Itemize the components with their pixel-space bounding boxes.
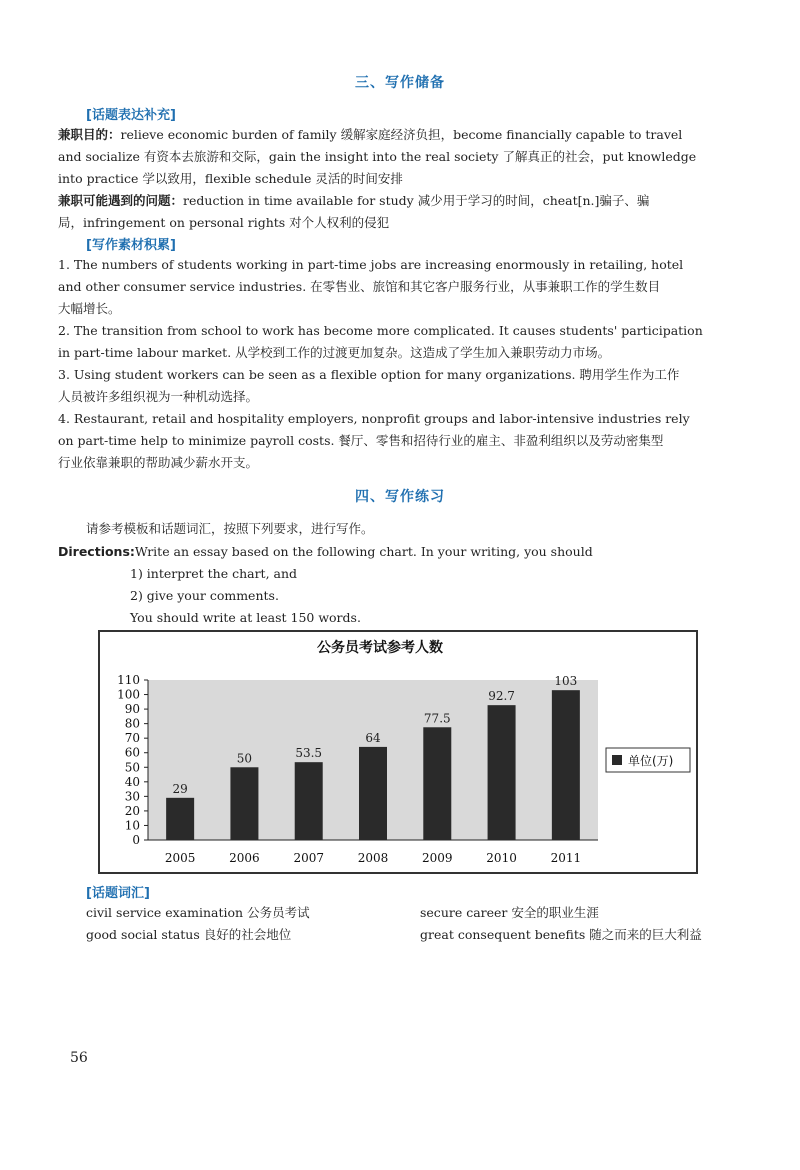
material-line: 行业依靠兼职的帮助减少薪水开支。 [58, 455, 259, 470]
x-tick-label: 2007 [293, 851, 324, 865]
y-tick-label: 70 [124, 731, 140, 746]
x-tick-label: 2005 [164, 851, 196, 865]
vocab-item: great consequent benefits 随之而来的巨大利益 [420, 927, 702, 942]
bar-value-label: 103 [554, 674, 578, 689]
y-tick-label: 50 [124, 760, 140, 775]
x-tick-label: 2006 [229, 851, 260, 865]
problems-line-2: 局，infringement on personal rights 对个人权利的侵犯 [58, 215, 390, 230]
directions-label: Directions: [58, 544, 135, 559]
y-tick-label: 90 [124, 702, 140, 717]
material-line: 4. Restaurant, retail and hospitality employers, nonprofit groups and labor-intensive industries rely [58, 411, 690, 426]
tag-topic-expression: [话题表达补充] [86, 108, 176, 123]
x-tick-label: 2009 [422, 851, 453, 865]
y-tick-label: 20 [124, 803, 140, 818]
purpose-label: 兼职目的： [58, 127, 121, 142]
problems-text-1: reduction in time available for study 减少用于学习的时间，cheat[n.]骗子、骗 [183, 193, 650, 208]
material-line: 大幅增长。 [58, 301, 121, 316]
bar [488, 705, 516, 840]
y-tick-label: 10 [124, 818, 140, 833]
bar [295, 762, 323, 840]
directions-line [58, 541, 738, 563]
material-line: and other consumer service industries. 在零售业、旅馆和其它客户服务行业，从事兼职工作的学生数目 [58, 279, 661, 294]
y-tick-label: 60 [124, 745, 140, 760]
x-tick-label: 2010 [486, 851, 517, 865]
section-title-writing-practice: 四、写作练习 [355, 489, 445, 505]
directions-text: Write an essay based on the following chart. In your writing, you should [134, 544, 593, 559]
y-tick-label: 100 [117, 687, 140, 702]
bar [552, 690, 580, 840]
bar-value-label: 29 [172, 781, 188, 796]
vocab-item: civil service examination 公务员考试 [86, 905, 310, 920]
bar [230, 767, 258, 840]
requirement-1: 1) interpret the chart, and [130, 566, 298, 581]
problems-label: 兼职可能遇到的问题： [58, 193, 184, 208]
bar-value-label: 92.7 [488, 689, 515, 704]
y-tick-label: 30 [124, 789, 140, 804]
practice-intro: 请参考模板和话题词汇，按照下列要求，进行写作。 [86, 521, 374, 536]
purpose-line-2: and socialize 有资本去旅游和交际，gain the insight into the real society 了解真正的社会，put knowledge [58, 149, 697, 164]
bar [423, 727, 451, 840]
material-line: on part-time help to minimize payroll costs. 餐厅、零售和招待行业的雇主、非盈利组织以及劳动密集型 [58, 433, 664, 448]
material-line: 3. Using student workers can be seen as a flexible option for many organizations. 聘用学生作为工作 [58, 367, 680, 382]
vocab-item: secure career 安全的职业生涯 [420, 905, 599, 920]
purpose-line-3: into practice 学以致用，flexible schedule 灵活的时间安排 [58, 171, 403, 186]
bar-value-label: 53.5 [295, 746, 323, 761]
problems-line-1 [58, 190, 738, 212]
y-tick-label: 0 [132, 833, 140, 847]
requirement-3: You should write at least 150 words. [130, 610, 361, 625]
tag-topic-vocabulary: [话题词汇] [86, 886, 150, 901]
purpose-text-1: relieve economic burden of family 缓解家庭经济负担，become financially capable to travel [120, 127, 683, 142]
purpose-line-1 [58, 124, 738, 146]
material-line: in part-time labour market. 从学校到工作的过渡更加复杂。这造成了学生加入兼职劳动力市场。 [58, 345, 611, 360]
vocab-item: good social status 良好的社会地位 [86, 927, 292, 942]
y-tick-label: 110 [117, 673, 140, 687]
bar [359, 747, 387, 840]
material-line: 1. The numbers of students working in part-time jobs are increasing enormously in retailing, hotel [58, 257, 684, 272]
bar-chart [100, 632, 696, 872]
y-tick-label: 80 [124, 716, 140, 731]
y-tick-label: 40 [124, 774, 140, 789]
section-title-writing-reserve: 三、写作储备 [355, 75, 445, 91]
bar-value-label: 77.5 [423, 711, 451, 726]
material-line: 2. The transition from school to work has become more complicated. It causes students' participation [58, 323, 703, 338]
bar-value-label: 64 [365, 730, 381, 745]
page-number: 56 [70, 1050, 88, 1066]
x-tick-label: 2008 [357, 851, 389, 865]
material-line: 人员被许多组织视为一种机动选择。 [58, 389, 259, 404]
bar [166, 798, 194, 840]
bar-value-label: 50 [236, 751, 253, 766]
tag-writing-material: [写作素材积累] [86, 238, 176, 253]
x-tick-label: 2011 [550, 851, 582, 865]
requirement-2: 2) give your comments. [130, 588, 279, 603]
legend-label: 单位(万) [628, 754, 674, 768]
chart-frame [98, 630, 698, 874]
legend-swatch [612, 755, 622, 765]
chart-title: 公务员考试参考人数 [317, 640, 443, 656]
